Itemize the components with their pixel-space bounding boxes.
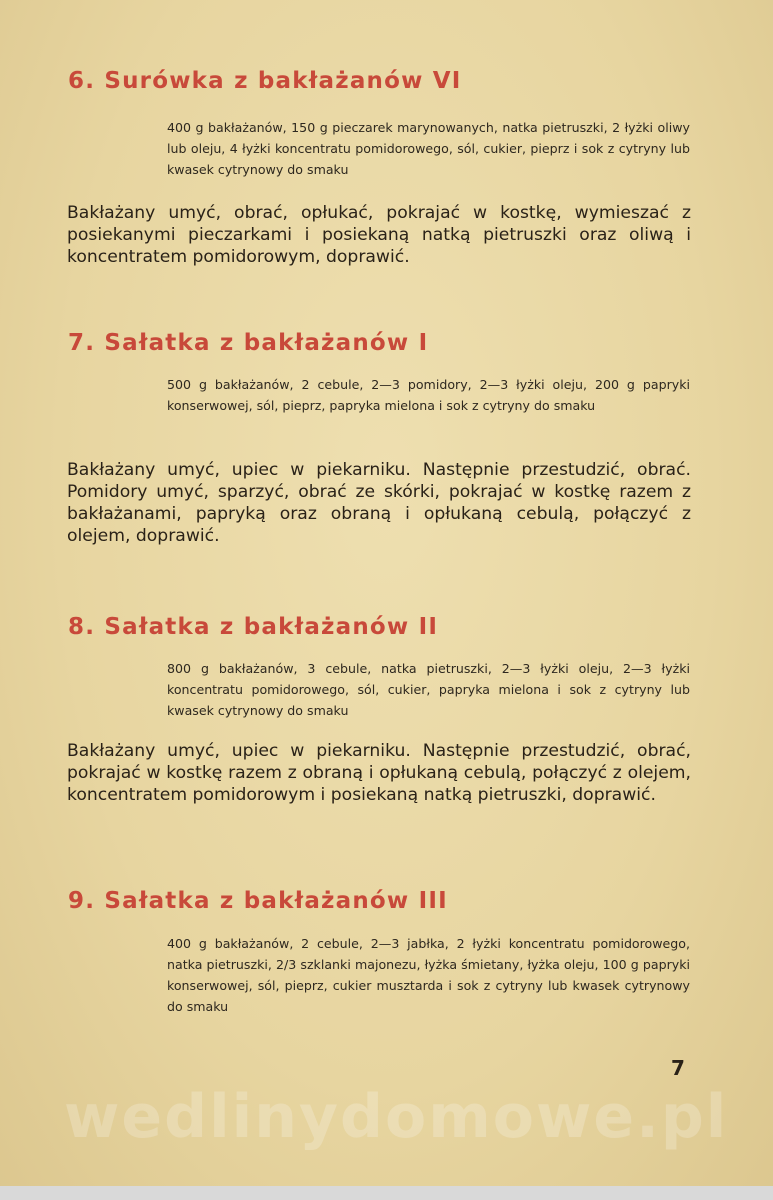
recipe-8-title: 8. Sałatka z bakłażanów II [68, 614, 439, 640]
site-watermark: wedlinydomowe.pl [64, 1082, 729, 1152]
scan-bottom-edge [0, 1186, 773, 1200]
recipe-9-ingredients: 400 g bakłażanów, 2 cebule, 2—3 jabłka, 2 łyżki koncentratu pomidorowego, natka pietruszki, 2/3 szklanki majonezu, łyżka śmietany, łyżka oleju, 100 g papryki konserwowej, sól, pieprz, cukier musztarda i sok z cytryny lub kwasek cytrynowy do smaku [167, 936, 690, 1014]
page-number: 7 [671, 1056, 685, 1080]
recipe-8-ingredients: 800 g bakłażanów, 3 cebule, natka pietruszki, 2—3 łyżki oleju, 2—3 łyżki koncentratu pomidorowego, sól, cukier, papryka mielona i sok z cytryny lub kwasek cytrynowy do smaku [167, 661, 690, 718]
recipe-6-method: Bakłażany umyć, obrać, opłukać, pokrajać w kostkę, wymieszać z posiekanymi pieczarkami i posiekaną natką pietruszki oraz oliwą i koncentratem pomidorowym, doprawić. [67, 203, 691, 267]
recipe-8-method: Bakłażany umyć, upiec w piekarniku. Następnie przestudzić, obrać, pokrajać w kostkę razem z obraną i opłukaną cebulą, połączyć z olejem, koncentratem pomidorowym i posiekaną natką pietruszki, doprawić. [67, 741, 691, 805]
recipe-7-title: 7. Sałatka z bakłażanów I [68, 330, 429, 356]
recipe-6-ingredients: 400 g bakłażanów, 150 g pieczarek marynowanych, natka pietruszki, 2 łyżki oliwy lub oleju, 4 łyżki koncentratu pomidorowego, sól, cukier, pieprz i sok z cytryny lub kwasek cytrynowy do smaku [167, 120, 690, 177]
recipe-6-title: 6. Surówka z bakłażanów VI [68, 68, 462, 94]
recipe-7-ingredients: 500 g bakłażanów, 2 cebule, 2—3 pomidory, 2—3 łyżki oleju, 200 g papryki konserwowej, sól, pieprz, papryka mielona i sok z cytryny do smaku [167, 377, 690, 413]
recipe-9-title: 9. Sałatka z bakłażanów III [68, 888, 448, 914]
recipe-7-method: Bakłażany umyć, upiec w piekarniku. Następnie przestudzić, obrać. Pomidory umyć, sparzyć, obrać ze skórki, pokrajać w kostkę razem z bakłażanami, papryką oraz obraną i opłukaną cebulą, połączyć z olejem, doprawić. [67, 460, 691, 546]
